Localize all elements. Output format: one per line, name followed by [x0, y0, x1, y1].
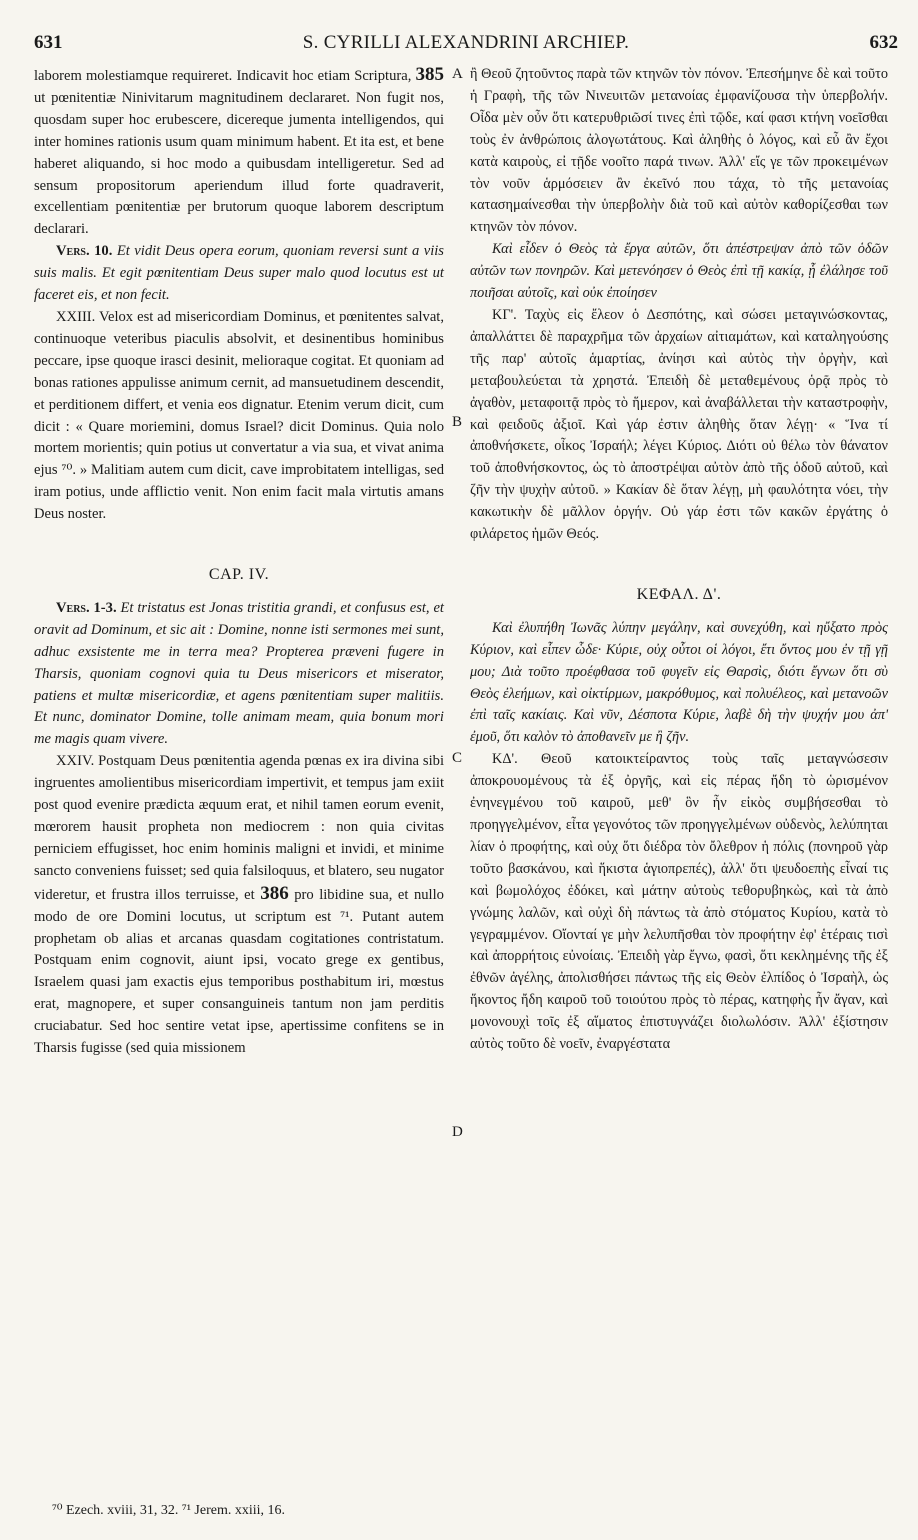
latin-paragraph-xxiv: XXIV. Postquam Deus pœnitentia agenda pœnas ex ira divina sibi ingruentes amolientibus misericordiam impertivit, et tempus jam exiit post quod evenire prædicta æquum erat, et nihil tamen eorum evenit, mœrorem hausit propheta non mediocrem : non quia civitas perniciem effugisset, hoc enim hominis maligni et invidi, et minime sancto conveniens fuisset; sed quia falsiloquus, et blatero, seu nugator videretur, et frustra illos terruisse, et 386 pro libidine sua, et nullo modo de ore Domini locutus, ut scriptum est ⁷¹. Putant autem prophetam ob alias et arcanas quasdam cogitationes contristatum. Postquam enim cognovit, aiunt ipsi, vocato grege ex gentibus, Israelem quasi jam exactis ejus temporibus posthabitum iri, mœstus erat, magnopere, et super consanguineis tantum non jam perditis cruciabatur. Sed hoc sentire vetat ipse, apertissime confitens se in Tharsis fugisse (sed quia missionem [34, 753, 444, 1057]
greek-paragraph-kd: ΚΔ'. Θεοῦ κατοικτείραντος τοὺς ταῖς μεταγνώσεσιν ἀποκρουομένους τὰ ἐξ ὀργῆς, καὶ εἰς πέρας ἤδη τὸ ὡρισμένον ἐνηνεγμένου τοῦ καιροῦ, μεθ' ὃν ἦν εἰκὸς συμβήσεσθαι τὸ προηγγελμένον, εἶτα γεγονότος τῶν προηγγελμένων οὐδενὸς, λελύπηται λίαν ὁ προφήτης, καὶ οὐχ ὅτι διέδρα τὸν ὄλεθρον ἡ πόλις (πονηροῦ γὰρ τοῦτο βασκάνου, καὶ ἥκιστα ἁγιοπρεπές), ἀλλ' ὅτι ψευδοεπὴς εἶναί τις καὶ βωμολόχος ἐδόκει, καὶ μάτην αὐτοὺς τεθορυβηκὼς, καὶ τὰ ἀπὸ γνώμης λαλῶν, καὶ οὐχὶ δὴ πάντως τὰ ἀπὸ στόματος Κυρίου, κατὰ τὸ γεγραμμένον. Οἴονταί γε μὴν λελυπῆσθαι τὸν προφήτην ἐφ' ἑτέραις τισὶ καὶ ἀπορρήτοις εὐνοίαις. Ἐπειδὴ γὰρ ἔγνω, φασὶ, ὅτι κεκλημένης τῆς ἐξ ἐθνῶν ἀγέλης, ἀπολισθήσει πάντως τῆς εἰς Θεὸν ἐλπίδος ὁ Ἰσραὴλ, ὡς ἥκοντος ἤδη καιροῦ τοῦ τοιούτου πρὸς τὸ πέρας, κατηφὴς ἦν ἄγαν, καὶ μονονουχὶ τοῖς ἐξ αἵματος ἐπιστυγνάζει διολωλόσιν. Ἀλλ' ἐξίστησιν αὐτὸς τοῦτο δὲ νοεῖν, ἐναργέστατα [470, 751, 888, 1053]
greek-paragraph: ἢ Θεοῦ ζητοῦντος παρὰ τῶν κτηνῶν τὸν πόνον. Ἐπεσήμηνε δὲ καὶ τοῦτο ἡ Γραφὴ, τῆς τῶν Νινευιτῶν μετανοίας ἐμφανίζουσα τὴν ὑπερβολήν. Οἶδα μὲν οὖν ὅτι κατερυθριῶσί τινες ἐπὶ τῷδε, καί φασι κτήνη νοεῖσθαι τοὺς ἐν ἀνθρώποις ἀλογωτάτους. Καὶ ἀληθὴς ὁ λόγος, καὶ εὖ ἂν ἔχοι κατὰ καιροὺς, εἰ τῇδε νοοῖτο παρά τινων. Ἀλλ' εἴς γε τῶν προκειμένων τὸν νοῦν ἁρμόσειεν ἂν ἐκεῖνό που τάχα, τὸ τῆς μετανοίας κατασημαίνεσθαι τὴν ὑπερβολὴν διὰ τοῦ καὶ αὐτὸν καθορίζεσθαι των κτηνῶν τὸν πόνον. [470, 66, 888, 236]
margin-letter-c: C [452, 750, 463, 766]
greek-verse: Καὶ εἶδεν ὁ Θεὸς τὰ ἔργα αὐτῶν, ὅτι ἀπέστρεψαν ἀπὸ τῶν ὁδῶν αὐτῶν των πονηρῶν. Καὶ μετενόησεν ὁ Θεὸς ἐπὶ τῇ κακίᾳ, ᾗ ἐλάλησε τοῦ ποιῆσαι αὐτοῖς, καὶ οὐκ ἐποίησεν [470, 241, 888, 302]
page-number-right: 632 [869, 32, 898, 53]
page-header [34, 32, 898, 60]
latin-column [34, 64, 444, 1060]
latin-chapter-heading: CAP. IV. [208, 566, 270, 584]
latin-paragraph: laborem molestiamque requireret. Indicavit hoc etiam Scriptura, 385 ut pœnitentiæ Ninivitarum magnitudinem declararet. Non fugit nos, quosdam super hoc erubescere, dicereque jumenta intelligendos, qui inter homines rationis usum quam minimum habent. Et ita est, et bene haberet aliquando, si hoc modo a quibusdam intelligeretur. Sed ad sensum propositorum aperiendum illud forte quadraverit, excellentiam pœnitentiæ per brutorum quoque laborem descriptum declarari. [34, 64, 444, 238]
latin-verse: Vers. 1-3. Et tristatus est Jonas tristitia grandi, et confusus est, et oravit ad Dominum, et sic ait : Domine, nonne isti sermones mei sunt, adhuc exsistente me in terra mea? Propterea præveni fugere in Tharsis, quoniam cognovi quia tu Deus misericors et miserator, patiens et multæ misericordiæ, et agens pœnitentiam super malitiis. Et nunc, dominator Domine, tolle animam meam, quia bonum mori me magis quam vivere. [34, 599, 444, 748]
page-number-left: 631 [34, 32, 63, 53]
column-marker: 386 [260, 882, 289, 904]
margin-letter-a: A [452, 66, 463, 82]
latin-verse: Vers. 10. Et vidit Deus opera eorum, quoniam reversi sunt a viis suis malis. Et egit pœnitentiam Deus super malo quod locutus est ut faceret eis, et non fecit. [34, 243, 444, 304]
greek-column [470, 64, 888, 1056]
margin-letter-b: B [452, 414, 463, 430]
margin-letter-d: D [452, 1124, 463, 1140]
column-marker: 385 [415, 64, 444, 85]
greek-chapter-heading: ΚΕΦΑΛ. Δ'. [636, 585, 722, 603]
latin-paragraph-xxiii: XXIII. Velox est ad misericordiam Dominus, et pœnitentes salvat, continuoque veteribus piaculis absolvit, et desinentibus hominibus peccare, ipse quoque irasci desinit, melioraque cogitat. Et quoniam ad bonas rationes appulisse animum cernit, ad mansuetudinem descendit, et perditionem differt, et venia eos dignatur. Etenim verum dicit, cum dicit : « Quare moriemini, domus Israel? dicit Dominus. Quia nolo mortem morientis; quin potius ut convertatur a via sua, et vivat anima ejus ⁷⁰. » Malitiam autem cum dicit, cave improbitatem intelligas, sed iram potius, unde afflictio venit. Non enim facit mala virtutis amans Deus noster. [34, 308, 444, 523]
footnotes: ⁷⁰ Ezech. xviii, 31, 32. ⁷¹ Jerem. xxiii, 16. [52, 1503, 286, 1518]
greek-paragraph-kg: ΚΓ'. Ταχὺς εἰς ἔλεον ὁ Δεσπότης, καὶ σώσει μεταγινώσκοντας, ἀπαλλάττει δὲ παραχρῆμα τῶν ἀρχαίων αἰτιαμάτων, καὶ καταληγούσης τῆς παρ' αὐτοῖς ἁμαρτίας, ἀνίησι καὶ αὐτὸς τὴν ὀργὴν, καὶ μεταβουλεύεται τὰ χρηστά. Ἐπειδὴ δὲ μεταθεμένους ὁρᾷ πρὸς τὸ ἀγαθὸν, μεταφοιτᾷ πρὸς τὸ ἥμερον, καὶ ἀναβάλλεται τὴν καταστροφὴν, καὶ φειδοῦς ἀξιοῖ. Καὶ γάρ ἐστιν ἀληθὴς ὅταν λέγῃ· « Ἵνα τί ἀποθνήσκετε, οἶκος Ἰσραήλ; λέγει Κύριος. Διότι οὐ θέλω τὸν θάνατον τοῦ ἀποθνήσκοντος, ὡς τὸ ἀποστρέψαι αὐτὸν ἀπὸ τῆς ὁδοῦ αὐτοῦ, καὶ ζῆν τὴν ψυχὴν αὐτοῦ. » Κακίαν δὲ ὅταν λέγῃ, μὴ φαυλότητα νόει, τὴν κακωτικὴν δὲ μᾶλλον ὀργήν. Οὐ γάρ ἐστι τῶν κακῶν ἐργάτης ὁ φιλάρετος ἡμῶν Θεός. [470, 306, 888, 543]
greek-verse: Καὶ ἐλυπήθη Ἰωνᾶς λύπην μεγάλην, καὶ συνεχύθη, καὶ ηὔξατο πρὸς Κύριον, καὶ εἶπεν ὧδε· Κύριε, οὐχ οὗτοι οἱ λόγοι, ἔτι ὄντος μου ἐν τῇ γῇ μου; Διὰ τοῦτο προέφθασα τοῦ φυγεῖν εἰς Θαρσὶς, διότι ἔγνων ὅτι σὺ Θεὸς ἐλεήμων, καὶ οἰκτίρμων, μακρόθυμος, καὶ πολυέλεος, καὶ μετανοῶν ἐπὶ ταῖς κακίαις. Καὶ νῦν, Δέσποτα Κύριε, λαβὲ δὴ τὴν ψυχήν μου ἀπ' ἐμοῦ, ὅτι καλὸν τὸ ἀποθανεῖν με ἢ ζῆν. [470, 619, 888, 746]
running-title: S. CYRILLI ALEXANDRINI ARCHIEP. [302, 32, 630, 53]
